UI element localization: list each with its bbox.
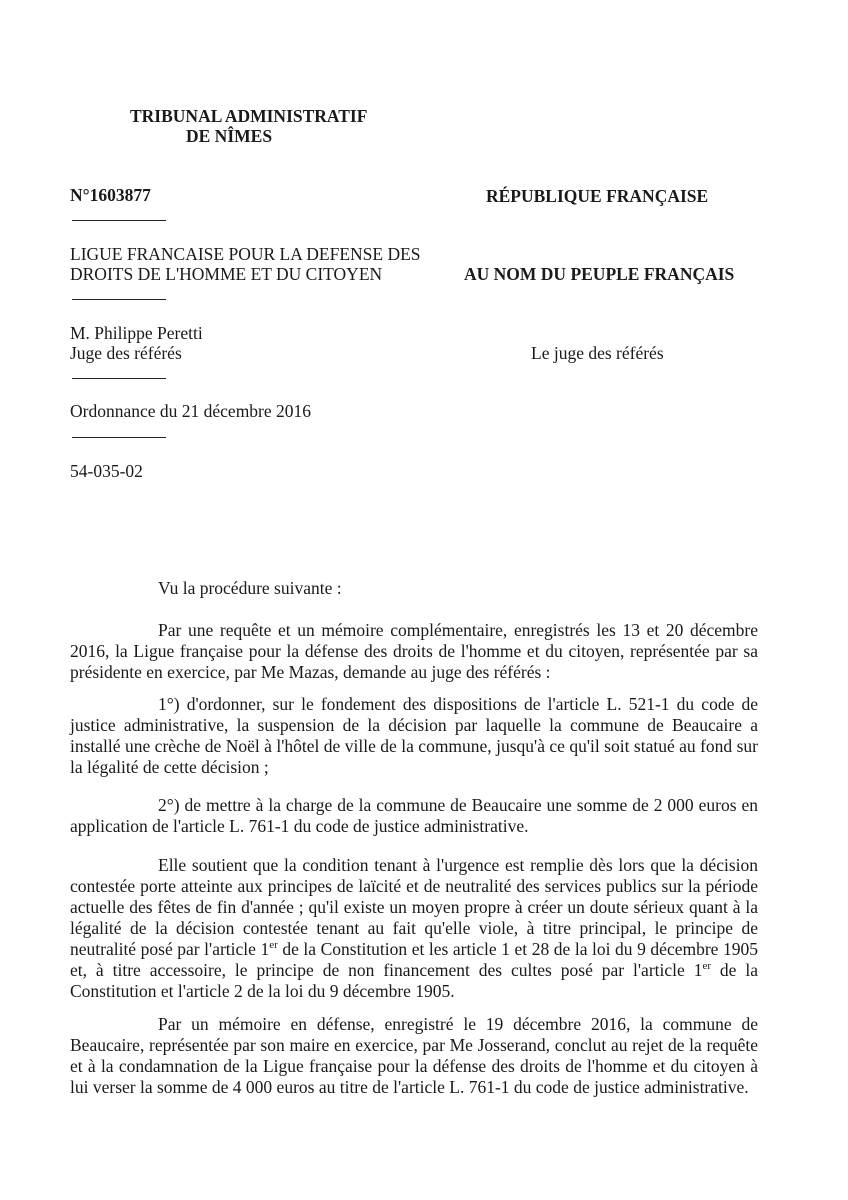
superscript: er bbox=[269, 939, 278, 952]
order-date: Ordonnance du 21 décembre 2016 bbox=[70, 401, 312, 421]
superscript: er bbox=[702, 960, 711, 973]
text-segment: de la Constitution et l'article 2 de la loi du 9 décembre 1905. bbox=[70, 960, 758, 1001]
paragraph-defense bbox=[70, 1014, 758, 1098]
party-name-line1: LIGUE FRANCAISE POUR LA DEFENSE DES bbox=[70, 244, 421, 264]
judge-role: Le juge des référés bbox=[531, 343, 664, 363]
paragraph-request bbox=[70, 620, 758, 683]
judge-title: Juge des référés bbox=[70, 343, 182, 363]
paragraph-claim-2 bbox=[70, 795, 758, 837]
paragraph-text: 2°) de mettre à la charge de la commune de Beaucaire une somme de 2 000 euros en application de l'article L. 761-1 du code de justice administrative. bbox=[70, 795, 758, 836]
people-heading: AU NOM DU PEUPLE FRANÇAIS bbox=[464, 264, 735, 284]
text-segment: Elle soutient que la condition tenant à l'urgence est remplie dès lors que la décision contestée porte atteinte aux principes de laïcité et de neutralité des services publics sur la période actuelle des fêtes de fin d'année ; qu'il existe un moyen propre à créer un doute sérieux quant à la légalité de la décision contestée tenant au fait qu'elle viole, à titre principal, le principe de neutralité posé par l'article 1 bbox=[70, 855, 758, 959]
republic-heading: RÉPUBLIQUE FRANÇAISE bbox=[486, 186, 709, 206]
text-segment: de la Constitution et les article 1 et 28 de la loi du 9 décembre 1905 et, à titre accessoire, le principe de non financement des cultes posé par l'article 1 bbox=[70, 939, 759, 980]
paragraph-text: 1°) d'ordonner, sur le fondement des dispositions de l'article L. 521-1 du code de justice administrative, la suspension de la décision par laquelle la commune de Beaucaire a installé une crèche de Noël à l'hôtel de ville de la commune, jusqu'à ce qu'il soit statué au fond sur la légalité de cette décision ; bbox=[70, 694, 758, 777]
paragraph-arguments bbox=[70, 855, 758, 1002]
paragraph-text: Par un mémoire en défense, enregistré le 19 décembre 2016, la commune de Beaucaire, représentée par son maire en exercice, par Me Josserand, conclut au rejet de la requête et à la condamnation de la Ligue française pour la défense des droits de l'homme et du citoyen à lui verser la somme de 4 000 euros au titre de l'article L. 761-1 du code de justice administrative. bbox=[70, 1014, 758, 1097]
classification-code: 54-035-02 bbox=[70, 461, 143, 481]
procedure-intro: Vu la procédure suivante : bbox=[158, 578, 342, 598]
court-name-line2: DE NÎMES bbox=[186, 126, 273, 146]
court-name-line1: TRIBUNAL ADMINISTRATIF bbox=[130, 106, 368, 126]
divider bbox=[72, 378, 166, 379]
divider bbox=[72, 437, 166, 438]
paragraph-text: Par une requête et un mémoire complémentaire, enregistrés les 13 et 20 décembre 2016, la Ligue française pour la défense des droits de l'homme et du citoyen, représentée par sa présidente en exercice, par Me Mazas, demande au juge des référés : bbox=[70, 620, 758, 682]
divider bbox=[72, 220, 166, 221]
case-number: N°1603877 bbox=[70, 185, 151, 205]
divider bbox=[72, 299, 166, 300]
paragraph-claim-1 bbox=[70, 694, 758, 778]
judge-name: M. Philippe Peretti bbox=[70, 323, 203, 343]
paragraph-text bbox=[70, 855, 758, 1002]
party-name-line2: DROITS DE L'HOMME ET DU CITOYEN bbox=[70, 264, 383, 284]
